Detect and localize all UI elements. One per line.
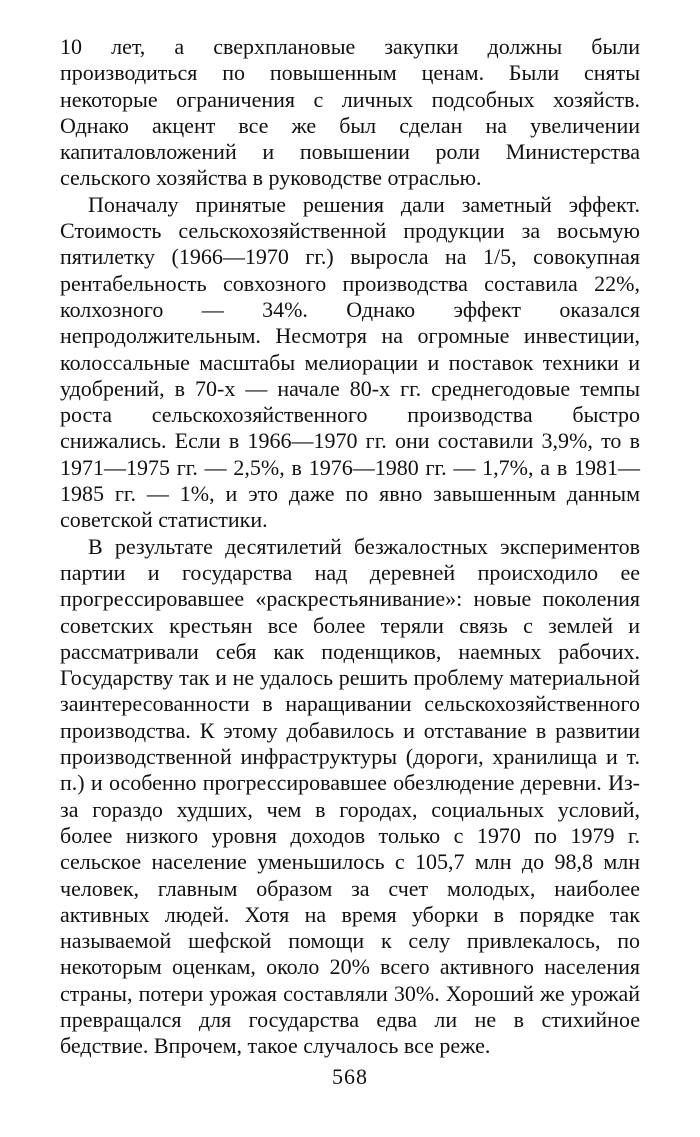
paragraph-3: В результате десятилетий безжалостных экспериментов партии и государства над деревней происходило ее прогрессировавшее «раскрестьянивание»: новые поколения советских крестьян все более теряли связь с землей и рассматривали себя как поденщиков, наемных рабочих. Государству так и не удалось решить проблему материальной заинтересованности в наращивании сельскохозяйственного производства. К этому добавилось и отставание в развитии производственной инфраструктуры (дороги, хранилища и т. п.) и особенно прогрессировавшее обезлюдение деревни. Из-за гораздо худших, чем в городах, социальных условий, более низкого уровня доходов только с 1970 по 1979 г. сельское население уменьшилось с 105,7 млн до 98,8 млн человек, главным образом за счет молодых, наиболее активных людей. Хотя на время уборки в порядке так называемой шефской помощи к селу привлекалось, по некоторым оценкам, около 20% всего активного населения страны, потери урожая составляли 30%. Хороший же урожай превращался для государства едва ли не в стихийное бедствие. Впрочем, такое случалось все реже. <box>60 533 640 1059</box>
paragraph-1: 10 лет, а сверхплановые закупки должны были производиться по повышенным ценам. Были сняты некоторые ограничения с личных подсобных хозяйств. Однако акцент все же был сделан на увеличении капиталовложений и повышении роли Министерства сельского хозяйства в руководстве отраслью. <box>60 34 640 191</box>
paragraph-2: Поначалу принятые решения дали заметный эффект. Стоимость сельскохозяйственной продукции за восьмую пятилетку (1966—1970 гг.) выросла на 1/5, совокупная рентабельность совхозного производства составила 22%, колхозного — 34%. Однако эффект оказался непродолжительным. Несмотря на огромные инвестиции, колоссальные масштабы мелиорации и поставок техники и удобрений, в 70-х — начале 80-х гг. среднегодовые темпы роста сельскохозяйственного производства быстро снижались. Если в 1966—1970 гг. они составили 3,9%, то в 1971—1975 гг. — 2,5%, в 1976—1980 гг. — 1,7%, а в 1981—1985 гг. — 1%, и это даже по явно завышенным данным советской статистики. <box>60 191 640 533</box>
page-number: 568 <box>332 1064 368 1089</box>
book-page <box>60 34 640 1134</box>
